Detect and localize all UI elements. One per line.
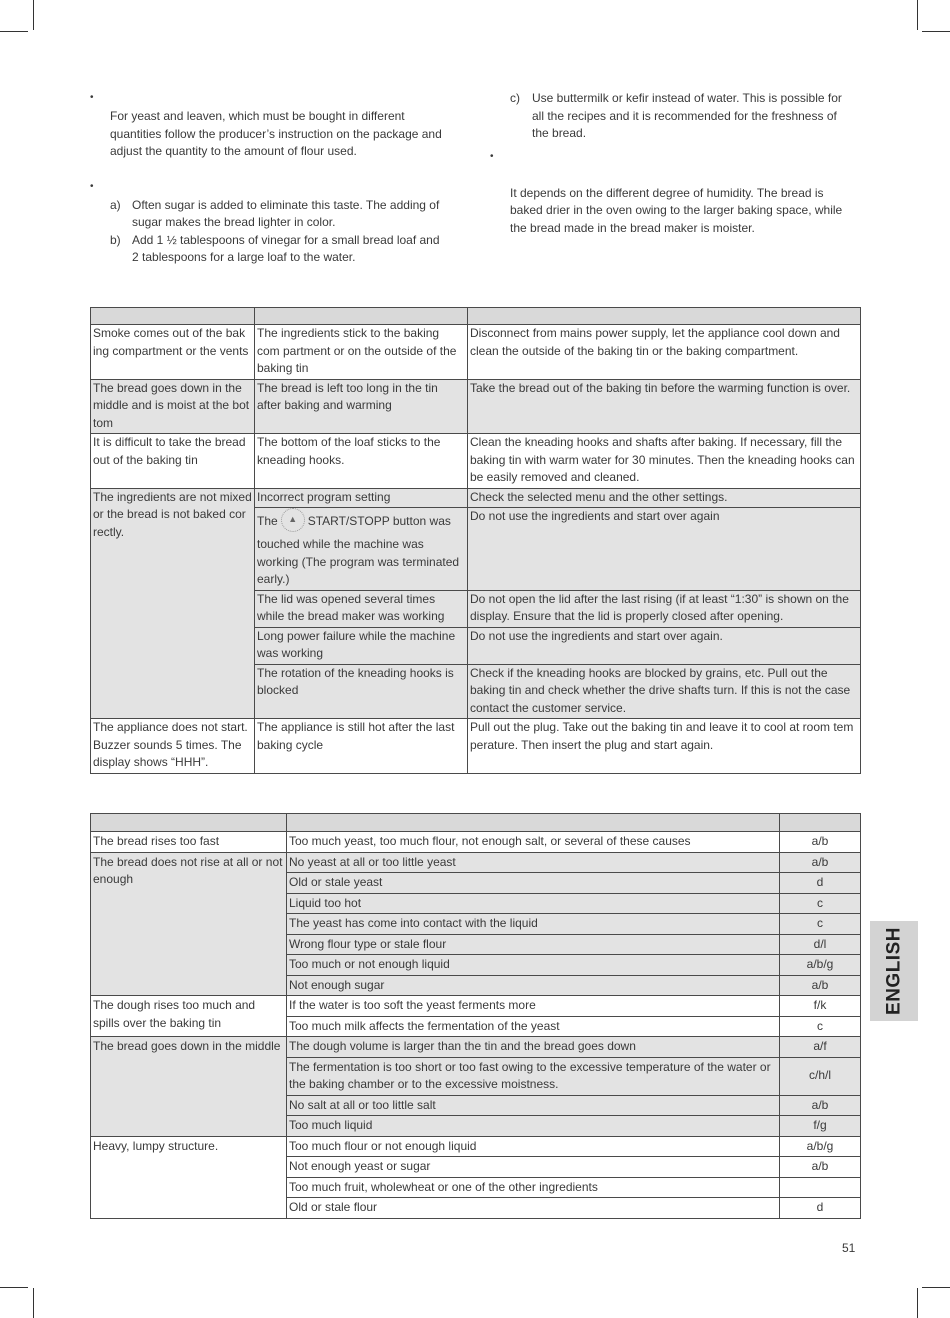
table-row bbox=[91, 1136, 861, 1157]
cause-cell: The ingredients stick to the baking com partment or on the outside of the baking tin bbox=[255, 325, 468, 380]
start-stop-button-icon: ▲ bbox=[281, 508, 305, 532]
list-item-text: Use buttermilk or kefir instead of water. This is possible for all the recipes and it is recommended for the freshness of the bread. bbox=[532, 91, 842, 140]
reference-cell: f/g bbox=[780, 1116, 861, 1137]
language-tab bbox=[870, 921, 918, 1021]
cause-cell: Too much yeast, too much flour, not enough salt, or several of these causes bbox=[287, 832, 780, 853]
reference-cell: a/b bbox=[780, 852, 861, 873]
cause-cell: Too much liquid bbox=[287, 1116, 780, 1137]
problem-cell: The bread does not rise at all or not enough bbox=[91, 852, 287, 996]
bullet-marker: • bbox=[90, 92, 94, 103]
cause-cell: Long power failure while the machine was working bbox=[255, 627, 468, 664]
reference-cell: f/k bbox=[780, 996, 861, 1017]
table-row bbox=[91, 852, 861, 873]
problem-cell: The ingredients are not mixed or the bread is not baked cor rectly. bbox=[91, 488, 255, 719]
crop-mark bbox=[0, 1287, 28, 1288]
page-number: 51 bbox=[842, 1241, 856, 1255]
cause-cell: The bread is left too long in the tin after baking and warming bbox=[255, 379, 468, 434]
cause-cell: The bottom of the loaf sticks to the kneading hooks. bbox=[255, 434, 468, 489]
problem-cell: The bread goes down in the middle and is moist at the bot tom bbox=[91, 379, 255, 434]
solution-cell: Do not use the ingredients and start over again. bbox=[468, 627, 861, 664]
cause-text: The bbox=[257, 514, 278, 529]
table-row bbox=[91, 325, 861, 380]
reference-cell: c bbox=[780, 893, 861, 914]
paragraph: It depends on the different degree of humidity. The bread is baked drier in the oven owing to the larger baking space, while the bread made in the bread maker is moister. bbox=[510, 185, 843, 235]
crop-mark bbox=[33, 1288, 34, 1318]
solution-cell: Take the bread out of the baking tin before the warming function is over. bbox=[468, 379, 861, 434]
solution-cell: Disconnect from mains power supply, let the appliance cool down and clean the outside of the baking tin or the baking compartment. bbox=[468, 325, 861, 380]
cause-cell: The appliance is still hot after the last baking cycle bbox=[255, 719, 468, 774]
reference-cell: d bbox=[780, 1198, 861, 1219]
cause-cell: Not enough sugar bbox=[287, 975, 780, 996]
cause-cell: No salt at all or too little salt bbox=[287, 1095, 780, 1116]
cause-cell: Too much fruit, wholewheat or one of the other ingredients bbox=[287, 1177, 780, 1198]
list-marker: c) bbox=[510, 91, 520, 105]
list-item bbox=[110, 232, 448, 267]
list-item-text: Add 1 ½ tablespoons of vinegar for a small bread loaf and 2 tablespoons for a large loaf to the water. bbox=[132, 232, 440, 264]
language-tab-label: ENGLISH bbox=[883, 927, 905, 1015]
reference-cell: a/b bbox=[780, 975, 861, 996]
cause-cell: Liquid too hot bbox=[287, 893, 780, 914]
reference-cell: a/b bbox=[780, 832, 861, 853]
problem-cell: The appliance does not start. Buzzer sounds 5 times. The display shows “HHH”. bbox=[91, 719, 255, 774]
solution-cell: Do not use the ingredients and start over again bbox=[468, 508, 861, 591]
table-header-row bbox=[91, 814, 861, 832]
problem-cell: The dough rises too much and spills over the baking tin bbox=[91, 996, 287, 1037]
table-row bbox=[91, 1037, 861, 1058]
problem-cell: The bread rises too fast bbox=[91, 832, 287, 853]
problem-cell: The bread goes down in the middle bbox=[91, 1037, 287, 1137]
cause-cell: Too much or not enough liquid bbox=[287, 955, 780, 976]
cause-cell: Too much flour or not enough liquid bbox=[287, 1136, 780, 1157]
cause-cell: The fermentation is too short or too fast owing to the excessive temperature of the water or the baking chamber or to the excessive moistness. bbox=[287, 1057, 780, 1095]
cause-cell: Not enough yeast or sugar bbox=[287, 1157, 780, 1178]
table-row bbox=[91, 434, 861, 489]
solution-cell: Check the selected menu and the other settings. bbox=[468, 488, 861, 508]
cause-text: START/STOPP button was bbox=[307, 514, 451, 529]
cause-cell: Old or stale yeast bbox=[287, 873, 780, 894]
reference-cell: d bbox=[780, 873, 861, 894]
cause-cell: The dough volume is larger than the tin and the bread goes down bbox=[287, 1037, 780, 1058]
table-row bbox=[91, 832, 861, 853]
causes-table bbox=[90, 813, 861, 1219]
problem-cell: Smoke comes out of the bak ing compartment or the vents bbox=[91, 325, 255, 380]
solution-cell: Clean the kneading hooks and shafts after baking. If necessary, fill the baking tin with warm water for 30 minutes. Then the kneading hooks can be easily removed and cleaned. bbox=[468, 434, 861, 489]
reference-cell bbox=[780, 1177, 861, 1198]
cause-text: touched while the machine was working (The program was terminated early.) bbox=[257, 537, 460, 586]
solution-cell: Do not open the lid after the last rising (if at least “1:30” is shown on the display. Ensure that the lid is properly closed after opening. bbox=[468, 590, 861, 627]
table-row bbox=[91, 488, 861, 508]
reference-cell: d/l bbox=[780, 934, 861, 955]
troubleshooting-table bbox=[90, 307, 861, 774]
cause-cell: The lid was opened several times while the bread maker was working bbox=[255, 590, 468, 627]
crop-mark bbox=[917, 0, 918, 30]
cause-cell: Old or stale flour bbox=[287, 1198, 780, 1219]
cause-cell bbox=[255, 508, 468, 591]
table-row bbox=[91, 379, 861, 434]
table-row bbox=[91, 996, 861, 1017]
bullet-marker: • bbox=[490, 150, 494, 162]
cause-cell: Incorrect program setting bbox=[255, 488, 468, 508]
problem-cell: Heavy, lumpy structure. bbox=[91, 1136, 287, 1218]
right-text-column bbox=[488, 88, 848, 237]
reference-cell: a/b/g bbox=[780, 955, 861, 976]
table-header-row bbox=[91, 308, 861, 325]
reference-cell: c/h/l bbox=[780, 1057, 861, 1095]
list-marker: b) bbox=[110, 232, 121, 247]
crop-mark bbox=[922, 1287, 950, 1288]
cause-cell: The rotation of the kneading hooks is blocked bbox=[255, 664, 468, 719]
crop-mark bbox=[0, 31, 28, 32]
cause-cell: Wrong flour type or stale flour bbox=[287, 934, 780, 955]
cause-cell: No yeast at all or too little yeast bbox=[287, 852, 780, 873]
bullet-marker: • bbox=[90, 180, 94, 192]
cause-cell: If the water is too soft the yeast ferments more bbox=[287, 996, 780, 1017]
table-row bbox=[91, 719, 861, 774]
cause-cell: Too much milk affects the fermentation of the yeast bbox=[287, 1016, 780, 1037]
list-item bbox=[110, 197, 448, 232]
reference-cell: a/b bbox=[780, 1157, 861, 1178]
reference-cell: a/b bbox=[780, 1095, 861, 1116]
cause-cell: The yeast has come into contact with the liquid bbox=[287, 914, 780, 935]
reference-cell: a/b/g bbox=[780, 1136, 861, 1157]
reference-cell: c bbox=[780, 914, 861, 935]
crop-mark bbox=[917, 1288, 918, 1318]
solution-cell: Pull out the plug. Take out the baking tin and leave it to cool at room tem perature. Then insert the plug and start again. bbox=[468, 719, 861, 774]
solution-cell: Check if the kneading hooks are blocked by grains, etc. Pull out the baking tin and check whether the drive shafts turn. If this is not the case contact the customer service. bbox=[468, 664, 861, 719]
reference-cell: c bbox=[780, 1016, 861, 1037]
problem-cell: It is difficult to take the bread out of the baking tin bbox=[91, 434, 255, 489]
list-item bbox=[510, 90, 848, 143]
left-text-column bbox=[88, 88, 448, 267]
paragraph: For yeast and leaven, which must be bought in different quantities follow the producer’s instruction on the package and adjust the quantity to the amount of flour used. bbox=[110, 109, 442, 158]
crop-mark bbox=[922, 31, 950, 32]
reference-cell: a/f bbox=[780, 1037, 861, 1058]
crop-mark bbox=[33, 0, 34, 30]
list-marker: a) bbox=[110, 197, 121, 212]
list-item-text: Often sugar is added to eliminate this taste. The adding of sugar makes the bread lighter in color. bbox=[132, 197, 440, 229]
